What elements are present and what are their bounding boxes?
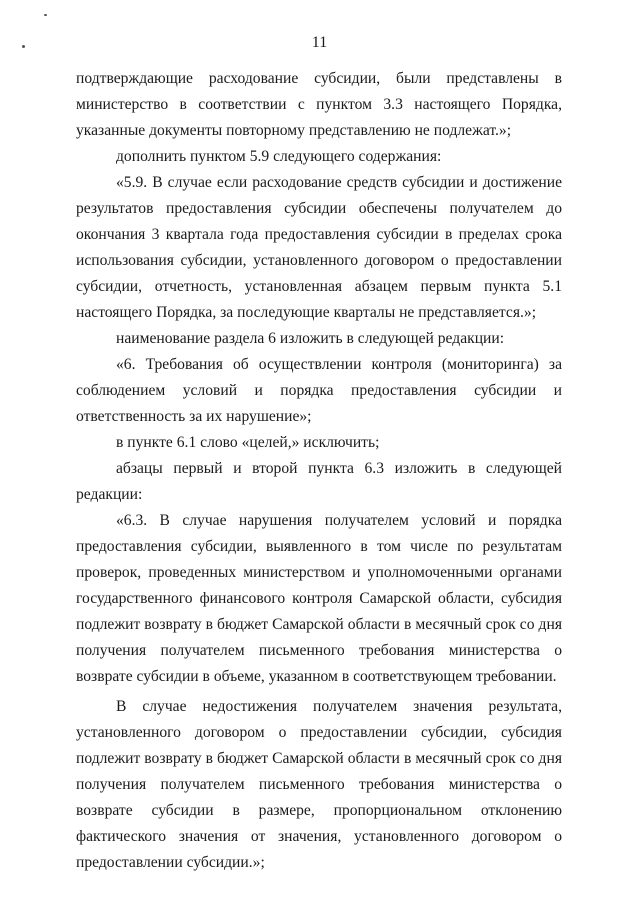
paragraph-6-3-first: «6.3. В случае нарушения получателем условий и порядка предоставления субсидии, выявленного в том числе по результатам проверок, проведенных министерством и уполномоченными органами государственного финансового контроля Самарской области, субсидия подлежит возврату в бюджет Самарской области в месячный срок со дня получения получателем письменного требования министерства о возврате субсидии в объеме, указанном в соответствующем требовании. bbox=[76, 512, 562, 685]
paragraph-6-3-intro: абзацы первый и второй пункта 6.3 изложить в следующей редакции: bbox=[76, 460, 562, 503]
paragraph-section-6-title: «6. Требования об осуществлении контроля (мониторинга) за соблюдением условий и порядка предоставления субсидии и ответственность за их нарушение»; bbox=[76, 356, 562, 425]
paragraph-5-9: «5.9. В случае если расходование средств субсидии и достижение результатов предоставления субсидии обеспечены получателем до окончания 3 квартала года предоставления субсидии в пределах срока использования субсидии, установленного договором о предоставлении субсидии, отчетность, установленная абзацем первым пункта 5.1 настоящего Порядка, за последующие кварталы не представляется.»; bbox=[76, 174, 562, 321]
paragraph-6-3-second: В случае недостижения получателем значения результата, установленного договором о предоставлении субсидии, субсидия подлежит возврату в бюджет Самарской области в месячный срок со дня получения получателем письменного требования министерства о возврате субсидии в размере, пропорциональном отклонению фактического значения от значения, установленного договором о предоставлении субсидии.»; bbox=[76, 698, 562, 871]
document-body bbox=[76, 66, 562, 876]
paragraph-section-6-title-intro: наименование раздела 6 изложить в следующей редакции: bbox=[116, 330, 505, 347]
page-number: 11 bbox=[311, 34, 328, 51]
paragraph-continuation: подтверждающие расходование субсидии, были представлены в министерство в соответствии с пунктом 3.3 настоящего Порядка, указанные документы повторному представлению не подлежат.»; bbox=[76, 70, 562, 139]
paragraph-amend-5-9-intro: дополнить пунктом 5.9 следующего содержания: bbox=[116, 148, 442, 165]
paragraph-6-1-amend: в пункте 6.1 слово «целей,» исключить; bbox=[116, 434, 380, 451]
scan-artifact bbox=[44, 14, 47, 16]
